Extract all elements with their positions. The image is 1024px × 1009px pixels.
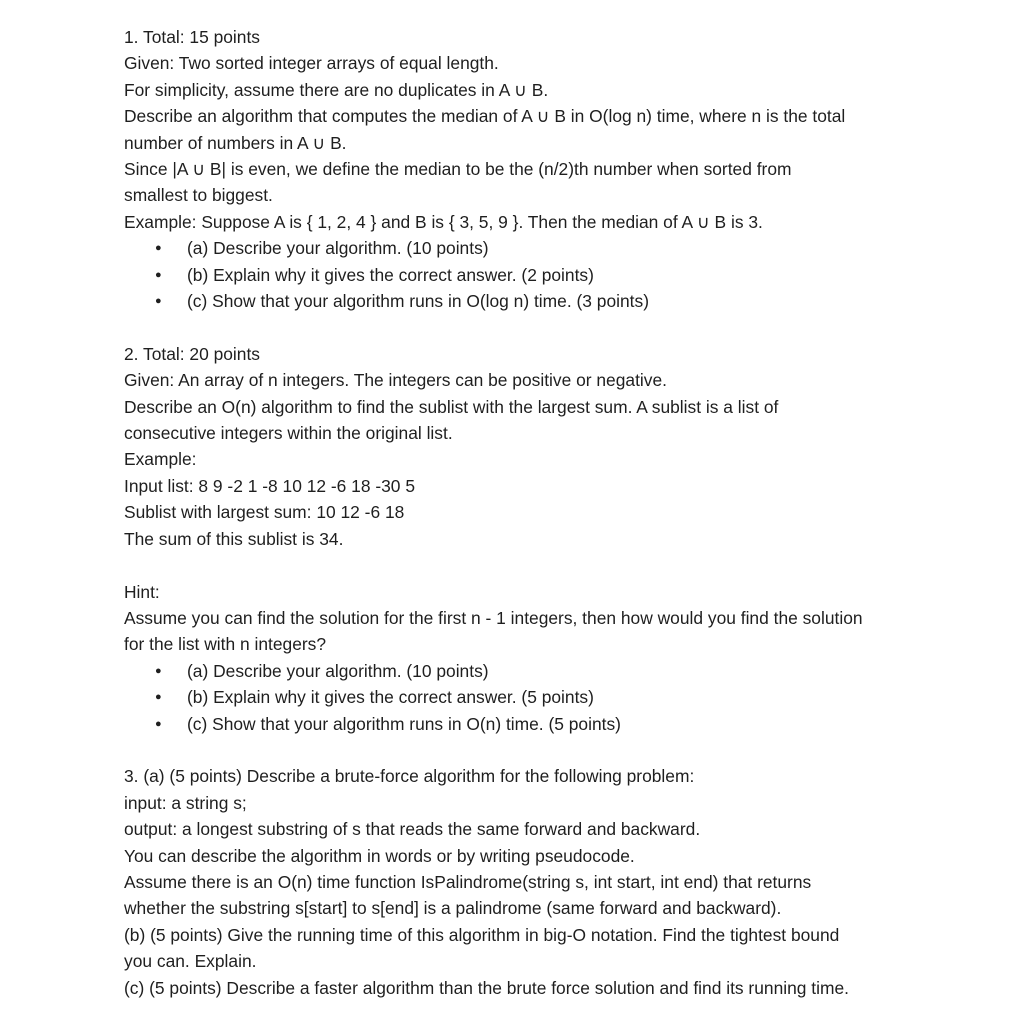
document-body xyxy=(124,24,964,1001)
q2-example-label: Example: xyxy=(124,449,197,470)
question-2 xyxy=(124,341,964,737)
spacer xyxy=(124,552,964,578)
q2-input-list: Input list: 8 9 -2 1 -8 10 12 -6 18 -30 5 xyxy=(124,475,415,496)
q2-part-b: ● (b) Explain why it gives the correct answer. (5 points) xyxy=(124,684,964,710)
q1-given: Given: Two sorted integer arrays of equal length. xyxy=(124,53,499,74)
q3-assume-line-1: Assume there is an O(n) time function IsPalindrome(string s, int start, int end) that returns xyxy=(124,871,812,892)
q1-example: Example: Suppose A is { 1, 2, 4 } and B is { 3, 5, 9 }. Then the median of A ∪ B is 3. xyxy=(124,211,763,232)
q1-heading: 1. Total: 15 points xyxy=(124,27,260,47)
q2-given: Given: An array of n integers. The integers can be positive or negative. xyxy=(124,370,667,391)
q2-describe-line-1: Describe an O(n) algorithm to find the sublist with the largest sum. A sublist is a list of xyxy=(124,396,779,417)
q2-hint-line-2: for the list with n integers? xyxy=(124,634,327,655)
q1-since-line-2: smallest to biggest. xyxy=(124,185,273,206)
q2-hint-line-1: Assume you can find the solution for the first n - 1 integers, then how would you find the solution xyxy=(124,607,863,628)
q2-part-a: ● (a) Describe your algorithm. (10 points) xyxy=(124,658,964,684)
q2-sum: The sum of this sublist is 34. xyxy=(124,528,344,549)
q3-assume-line-2: whether the substring s[start] to s[end] is a palindrome (same forward and backward). xyxy=(124,898,782,919)
q1-describe-line-2: number of numbers in A ∪ B. xyxy=(124,132,347,153)
q2-sublist: Sublist with largest sum: 10 12 -6 18 xyxy=(124,502,405,523)
q1-since-line-1: Since |A ∪ B| is even, we define the median to be the (n/2)th number when sorted from xyxy=(124,159,792,180)
spacer xyxy=(124,737,964,763)
q3-part-b-line-2: you can. Explain. xyxy=(124,951,257,972)
q2-part-c: ● (c) Show that your algorithm runs in O(n) time. (5 points) xyxy=(124,711,964,737)
q2-describe-line-2: consecutive integers within the original list. xyxy=(124,423,453,444)
q3-output: output: a longest substring of s that reads the same forward and backward. xyxy=(124,819,701,840)
q2-parts-list xyxy=(124,658,964,737)
question-3 xyxy=(124,763,964,1001)
q1-part-b: ● (b) Explain why it gives the correct answer. (2 points) xyxy=(124,262,964,288)
q2-heading: 2. Total: 20 points xyxy=(124,343,260,364)
q3-part-a: 3. (a) (5 points) Describe a brute-force algorithm for the following problem: xyxy=(124,766,695,787)
q3-part-c: (c) (5 points) Describe a faster algorithm than the brute force solution and find its running time. xyxy=(124,977,849,998)
question-1 xyxy=(124,24,964,314)
q2-hint-label: Hint: xyxy=(124,581,160,602)
q1-part-c: ● (c) Show that your algorithm runs in O(log n) time. (3 points) xyxy=(124,288,964,314)
q3-part-b-line-1: (b) (5 points) Give the running time of this algorithm in big-O notation. Find the tightest bound xyxy=(124,924,840,945)
q3-describe: You can describe the algorithm in words or by writing pseudocode. xyxy=(124,845,635,866)
q1-parts-list xyxy=(124,235,964,314)
q1-simplicity: For simplicity, assume there are no duplicates in A ∪ B. xyxy=(124,79,549,100)
q1-part-a: ● (a) Describe your algorithm. (10 points) xyxy=(124,235,964,261)
spacer xyxy=(124,314,964,340)
q3-input: input: a string s; xyxy=(124,792,247,813)
q1-describe-line-1: Describe an algorithm that computes the median of A ∪ B in O(log n) time, where n is the total xyxy=(124,106,846,127)
